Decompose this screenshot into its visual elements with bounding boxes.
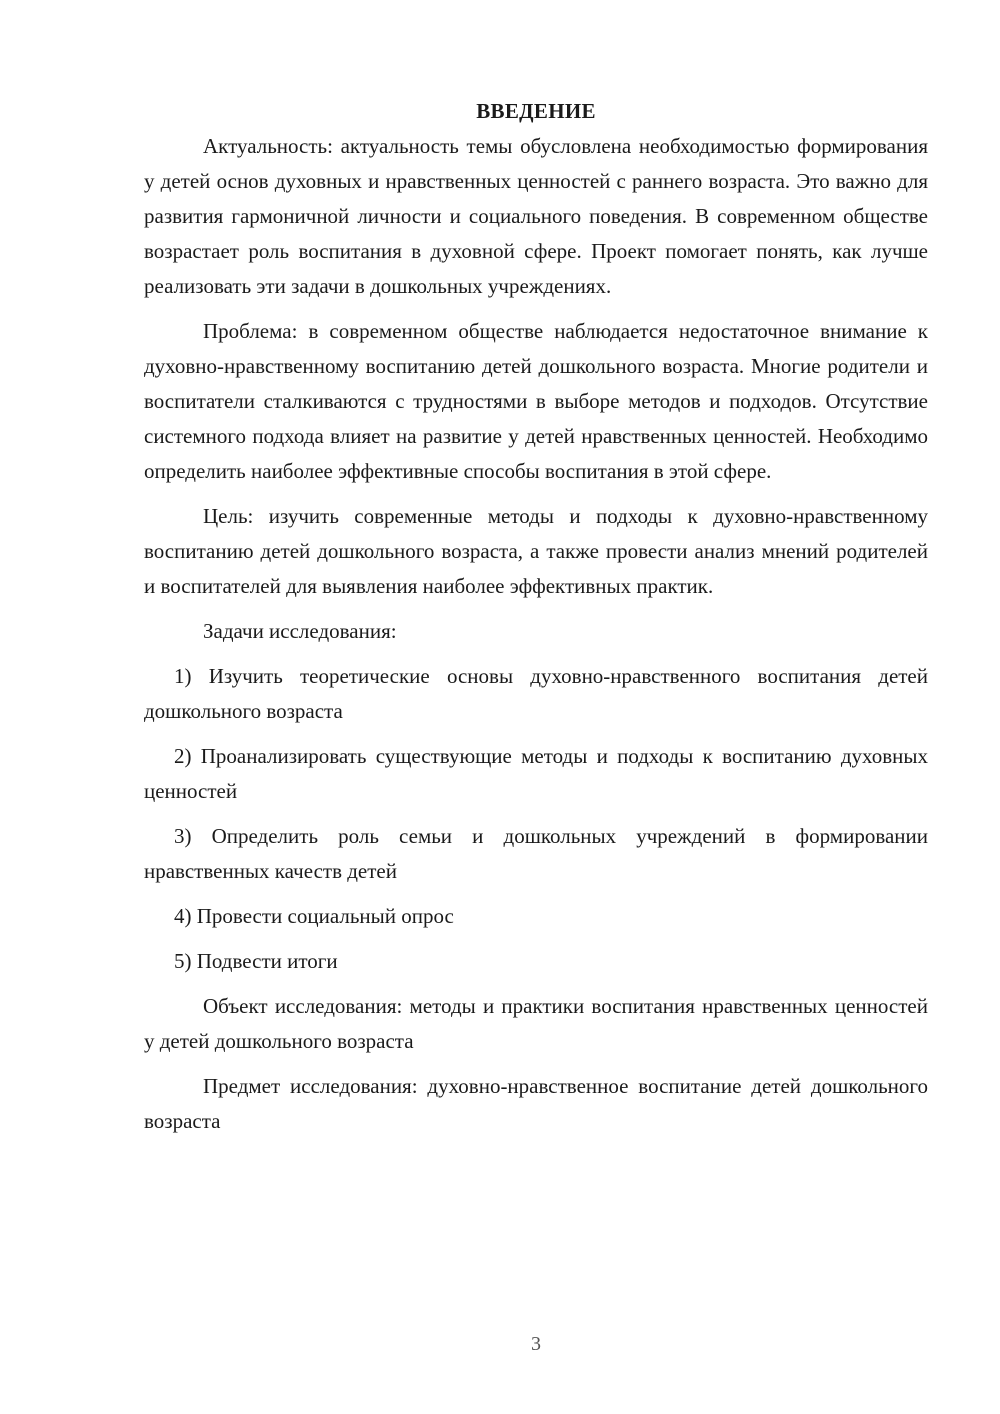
paragraph-goal: Цель: изучить современные методы и подходы к духовно-нравственному воспитанию детей дошкольного возраста, а также провести анализ мнений родителей и воспитателей для выявления наиболее эффективных практик.	[144, 504, 928, 598]
task-item-4: 4) Провести социальный опрос	[174, 904, 454, 928]
page-number-footer	[0, 1333, 1000, 1356]
tasks-heading: Задачи исследования:	[203, 619, 397, 643]
paragraph-subject: Предмет исследования: духовно-нравственное воспитание детей дошкольного возраста	[144, 1074, 928, 1133]
paragraph-object: Объект исследования: методы и практики воспитания нравственных ценностей у детей дошкольного возраста	[144, 994, 928, 1053]
task-item-3: 3) Определить роль семьи и дошкольных учреждений в формировании нравственных качеств детей	[144, 824, 928, 883]
paragraph-problem: Проблема: в современном обществе наблюдается недостаточное внимание к духовно-нравственному воспитанию детей дошкольного возраста. Многие родители и воспитатели сталкиваются с трудностями в выборе методов и подходов. Отсутствие системного подхода влияет на развитие у детей нравственных ценностей. Необходимо определить наиболее эффективные способы воспитания в этой сфере.	[144, 319, 928, 483]
page-number: 3	[531, 1333, 541, 1355]
task-item-2: 2) Проанализировать существующие методы и подходы к воспитанию духовных ценностей	[144, 744, 928, 803]
section-heading: ВВЕДЕНИЕ	[476, 99, 596, 123]
paragraph-relevance: Актуальность: актуальность темы обусловлена необходимостью формирования у детей основ духовных и нравственных ценностей с раннего возраста. Это важно для развития гармоничной личности и социального поведения. В современном обществе возрастает роль воспитания в духовной сфере. Проект помогает понять, как лучше реализовать эти задачи в дошкольных учреждениях.	[144, 134, 928, 298]
page-content	[144, 94, 928, 1139]
task-item-1: 1) Изучить теоретические основы духовно-нравственного воспитания детей дошкольного возраста	[144, 664, 928, 723]
task-item-5: 5) Подвести итоги	[174, 949, 338, 973]
